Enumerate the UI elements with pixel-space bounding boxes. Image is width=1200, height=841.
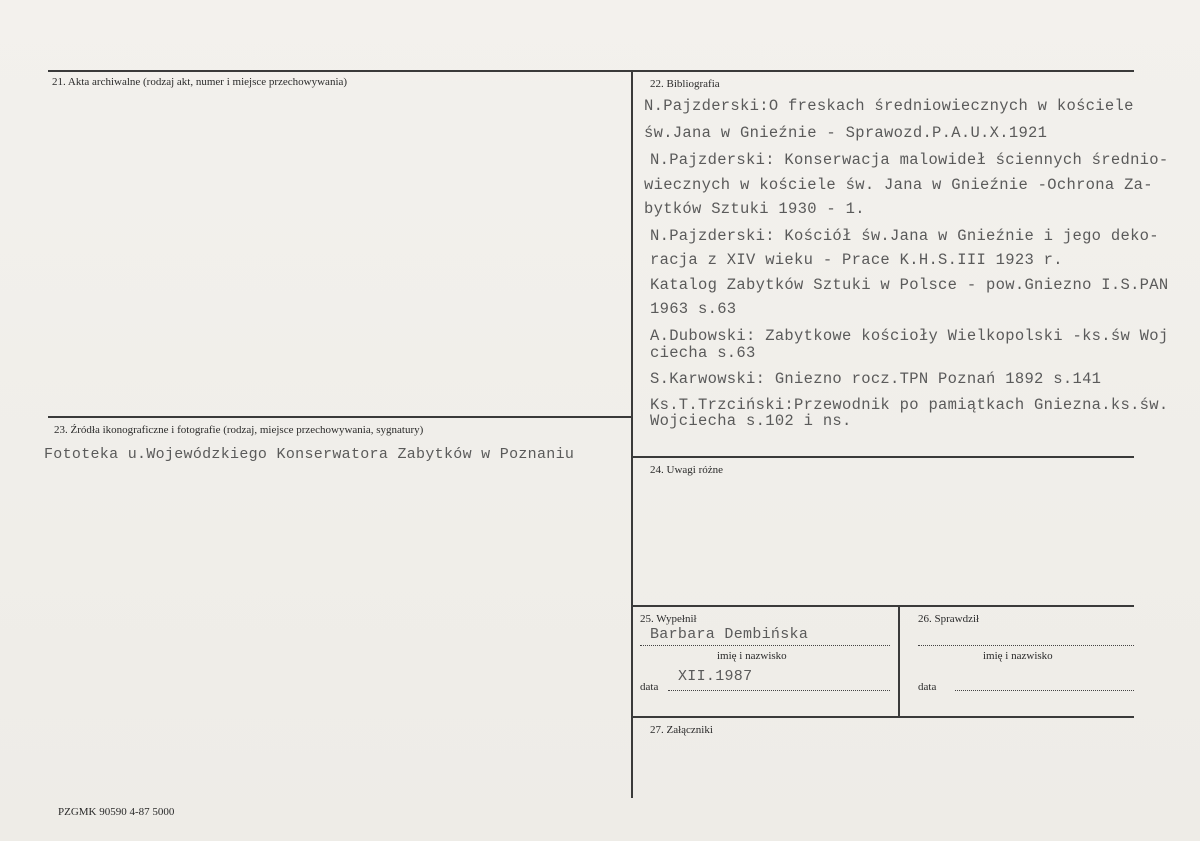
right-rule-bibliography bbox=[631, 456, 1134, 458]
section-21-label: 21. Akta archiwalne (rodzaj akt, numer i miejsce przechowywania) bbox=[52, 76, 348, 88]
filled-by-name-line bbox=[640, 645, 890, 646]
checked-by-name-line bbox=[918, 645, 1134, 646]
bibliography-line: S.Karwowski: Gniezno rocz.TPN Poznań 1892 s.141 bbox=[650, 370, 1102, 388]
bibliography-line: bytków Sztuki 1930 - 1. bbox=[644, 200, 865, 218]
checked-by-date-line bbox=[955, 690, 1134, 691]
section-23-label: 23. Źródła ikonograficzne i fotografie (rodzaj, miejsce przechowywania, sygnatury) bbox=[54, 424, 424, 436]
right-rule-attachments bbox=[631, 716, 1134, 718]
bibliography-line: 1963 s.63 bbox=[650, 300, 737, 318]
section-27-label: 27. Załączniki bbox=[650, 724, 713, 736]
section-25-label: 25. Wypełnił bbox=[640, 613, 697, 625]
center-divider bbox=[631, 70, 633, 798]
top-rule bbox=[48, 70, 1134, 72]
filled-by-name-caption: imię i nazwisko bbox=[717, 650, 787, 662]
print-code: PZGMK 90590 4-87 5000 bbox=[58, 806, 175, 818]
section-23-value: Fototeka u.Wojewódzkiego Konserwatora Zabytków w Poznaniu bbox=[44, 446, 575, 463]
left-mid-rule bbox=[48, 416, 632, 418]
bibliography-line: N.Pajzderski: Kościół św.Jana w Gnieźnie i jego deko- bbox=[650, 227, 1159, 245]
bibliography-line: Ks.T.Trzciński:Przewodnik po pamiątkach Gniezna.ks.św. bbox=[650, 396, 1169, 414]
bibliography-line: N.Pajzderski: Konserwacja malowideł ściennych średnio- bbox=[650, 151, 1169, 169]
checked-by-name-caption: imię i nazwisko bbox=[983, 650, 1053, 662]
section-22-label: 22. Bibliografia bbox=[650, 78, 720, 90]
signature-divider bbox=[898, 605, 900, 717]
filled-by-date-line bbox=[668, 690, 890, 691]
section-24-label: 24. Uwagi różne bbox=[650, 464, 724, 476]
bibliography-line: Katalog Zabytków Sztuki w Polsce - pow.Gniezno I.S.PAN bbox=[650, 276, 1169, 294]
bibliography-line: ciecha s.63 bbox=[650, 344, 756, 362]
filled-by-date-label: data bbox=[640, 681, 659, 693]
bleed-through-mark bbox=[170, 148, 178, 164]
bibliography-line: A.Dubowski: Zabytkowe kościoły Wielkopolski -ks.św Woj bbox=[650, 327, 1169, 345]
bibliography-line: N.Pajzderski:O freskach średniowiecznych w kościele bbox=[644, 97, 1134, 115]
checked-by-date-label: data bbox=[918, 681, 937, 693]
filled-by-name: Barbara Dembińska bbox=[650, 626, 809, 643]
bibliography-line: Wojciecha s.102 i ns. bbox=[650, 412, 852, 430]
filled-by-date: XII.1987 bbox=[678, 668, 753, 685]
right-rule-signatures bbox=[631, 605, 1134, 607]
section-26-label: 26. Sprawdził bbox=[918, 613, 980, 625]
bibliography-line: racja z XIV wieku - Prace K.H.S.III 1923 r. bbox=[650, 251, 1063, 269]
bibliography-line: wiecznych w kościele św. Jana w Gnieźnie -Ochrona Za- bbox=[644, 176, 1153, 194]
bibliography-line: św.Jana w Gnieźnie - Sprawozd.P.A.U.X.1921 bbox=[644, 124, 1048, 142]
